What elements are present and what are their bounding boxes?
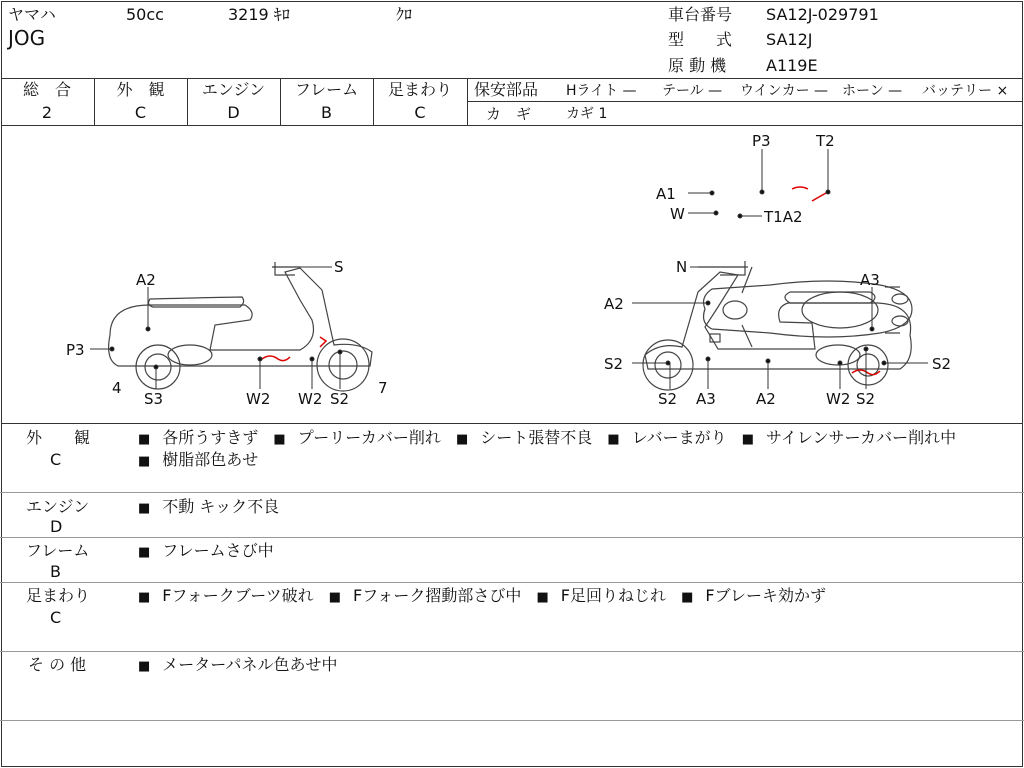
diagram-divider	[1, 423, 1023, 424]
diagram-label: T1A2	[764, 208, 803, 226]
remark-label: フレーム	[26, 541, 90, 560]
engine-label: 原 動 機	[668, 56, 727, 75]
remarks-divider	[0, 720, 1024, 721]
remark-label: 足まわり	[26, 586, 91, 605]
diagram-label: W2	[298, 390, 323, 408]
parts-item-headlight: Hライト —	[566, 83, 637, 99]
parts-item-horn: ホーン —	[842, 83, 903, 99]
diagram-label: S2	[856, 390, 876, 408]
diagram-label: P3	[66, 341, 85, 359]
diagram-label: N	[676, 258, 688, 276]
remark-item: ■ 不動 キック不良	[138, 497, 279, 516]
remarks-divider	[0, 651, 1024, 652]
damage-diagram	[0, 127, 1024, 423]
diagram-label: S2	[932, 355, 952, 373]
remark-label: そ の 他	[28, 655, 87, 674]
diagram-label: 4	[112, 379, 122, 397]
remark-item: ■ 各所うすきず	[138, 428, 258, 447]
remark-line	[138, 586, 836, 608]
remarks-divider	[0, 582, 1024, 583]
grade-value: 2	[41, 103, 53, 122]
diagram-label: S2	[330, 390, 350, 408]
parts-item-battery: バッテリー ×	[922, 83, 1009, 99]
displacement: 50cc	[126, 5, 164, 24]
key-label: カ ギ	[486, 105, 532, 123]
diagram-label: W2	[826, 390, 851, 408]
diagram-label: A2	[604, 295, 624, 313]
remark-line	[138, 428, 966, 450]
parts-item-winker: ウインカー —	[740, 83, 829, 99]
diagram-label: S3	[144, 390, 164, 408]
remark-item: ■ フレームさび中	[138, 541, 274, 560]
leader-lines	[90, 149, 928, 389]
model-code: SA12J	[766, 30, 813, 49]
remark-item: ■ Fフォークブーツ破れ	[138, 586, 314, 605]
remark-grade: C	[50, 608, 62, 627]
diagram-label: 7	[378, 379, 388, 397]
diagram-label: S2	[604, 355, 624, 373]
diagram-label: A2	[136, 271, 156, 289]
mileage-value: 3219	[228, 5, 269, 24]
diagram-label: A3	[696, 390, 716, 408]
diagram-label: W	[670, 205, 685, 223]
grade-value: C	[134, 103, 147, 122]
frame-no-label: 車台番号	[668, 5, 733, 24]
maker: ヤマハ	[8, 5, 56, 24]
remarks-divider	[0, 492, 1024, 493]
remark-grade: C	[50, 450, 62, 469]
diagram-label: S2	[658, 390, 678, 408]
remark-line	[138, 497, 289, 519]
grade-label: エンジン	[201, 80, 266, 99]
remark-item: ■ プーリーカバー削れ	[273, 428, 441, 447]
grade-value: B	[321, 103, 332, 122]
diagram-label: W2	[246, 390, 271, 408]
remark-item: ■ シート張替不良	[456, 428, 592, 447]
color: ｸﾛ	[396, 5, 413, 24]
key-value: カギ 1	[566, 106, 608, 122]
remark-item: ■ サイレンサーカバー削れ中	[742, 428, 956, 447]
remark-item: ■ Fフォーク摺動部さび中	[329, 586, 522, 605]
grade-divider	[467, 78, 468, 126]
remark-label: エンジン	[26, 497, 90, 516]
diagram-label: A2	[756, 390, 776, 408]
remark-item: ■ レバーまがり	[607, 428, 726, 447]
grade-label: 総 合	[22, 80, 71, 99]
remark-label: 外 観	[26, 428, 91, 447]
parts-item-tail: テール —	[662, 83, 723, 99]
grade-label: 外 観	[116, 80, 165, 99]
model-label: 型 式	[668, 30, 733, 49]
diagram-label: P3	[752, 132, 771, 150]
grade-label: 足まわり	[387, 80, 452, 99]
diagram-label: A1	[656, 185, 676, 203]
mileage-unit: ｷﾛ	[273, 5, 290, 24]
remarks-divider	[0, 537, 1024, 538]
remark-line	[138, 541, 284, 563]
grade-value: D	[227, 103, 240, 122]
remark-item: ■ F足回りねじれ	[536, 586, 666, 605]
key-row-divider	[467, 101, 1023, 102]
model-name: JOG	[8, 26, 46, 50]
grade-value: C	[414, 103, 426, 122]
mileage	[228, 5, 290, 25]
remark-grade: B	[50, 562, 61, 581]
diagram-label: S	[334, 258, 344, 276]
diagram-label: A3	[860, 271, 880, 289]
remark-item: ■ メーターパネル色あせ中	[138, 655, 338, 674]
engine-code: A119E	[766, 56, 818, 75]
remark-line	[138, 450, 268, 472]
remark-line	[138, 655, 348, 677]
remark-item: ■ 樹脂部色あせ	[138, 450, 258, 469]
remark-grade: D	[50, 517, 63, 536]
parts-label: 保安部品	[474, 80, 539, 99]
diagram-label: T2	[816, 132, 835, 150]
frame-no: SA12J-029791	[766, 5, 879, 24]
grade-label: フレーム	[294, 80, 359, 99]
remark-item: ■ Fブレーキ効かず	[681, 586, 826, 605]
